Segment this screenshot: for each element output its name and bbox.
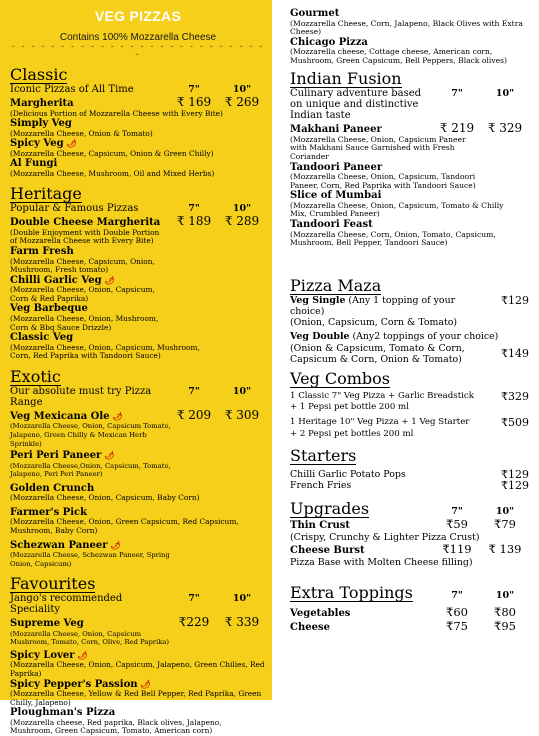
section-tagline-row [290, 88, 529, 121]
section-header-row [290, 583, 529, 602]
item-name: Spicy Lover [10, 649, 75, 661]
item-description: (Mozzarella Cheese, Onion & Tomato) [10, 128, 153, 138]
item-name: Spicy Pepper's Passion [10, 678, 138, 690]
price-10: ₹95 [494, 618, 516, 633]
menu-item [290, 331, 529, 342]
price-10: ₹ 289 [224, 214, 260, 229]
item-note: (Any2 toppings of your choice) [349, 331, 499, 343]
item-description-row [290, 317, 529, 328]
section-tagline-row [10, 386, 266, 408]
item-description: (Onion, Capsicum, Corn & Tomato) [290, 317, 458, 329]
size-10-label: 10" [495, 88, 515, 100]
item-description: (Mozzarella Cheese, Onion, Capsicum, Corn & Red Paprika) [10, 285, 155, 303]
item-description: (Mozzarella Cheese, Capsicum, Onion, Mushroom, Fresh tomato) [10, 256, 155, 275]
topping-item [290, 606, 529, 620]
starter-name: Chilli Garlic Potato Pops [290, 468, 406, 480]
section-title: Heritage [10, 184, 82, 204]
section-tagline: Culinary adventure based on unique and distinctive Indian taste [290, 88, 422, 122]
upgrade-description: (Crispy, Crunchy & Lighter Pizza Crust) [290, 532, 480, 544]
item-name: Peri Peri Paneer [10, 450, 102, 462]
upgrade-name: Cheese Burst [290, 545, 365, 557]
item-name: Chilli Garlic Veg [10, 274, 102, 286]
size-7-label: 7" [188, 203, 200, 215]
item-description-row [290, 343, 529, 365]
item-name: Makhani Paneer [290, 124, 382, 136]
size-10-label: 10" [495, 506, 515, 518]
menu-subtitle: Contains 100% Mozzarella Cheese [59, 32, 217, 43]
topping-name: Vegetables [290, 607, 351, 619]
item-name: Veg Mexicana Ole [10, 410, 110, 422]
price-7: ₹ 189 [176, 214, 212, 229]
combo-item [290, 391, 529, 413]
item-name: Margherita [10, 98, 74, 109]
menu-item [290, 295, 529, 317]
item-name: Classic Veg [10, 332, 74, 344]
menu-item [10, 95, 266, 110]
chili-icon: 🌶 [112, 410, 123, 421]
item-description: (Mozzarella cheese, Red paprika, Black olives, Jalapeno, Mushroom, Green Capsicum, Tomato, American corn) [10, 717, 222, 736]
price-10: ₹ 139 [488, 542, 522, 557]
menu-item [290, 8, 529, 20]
starter-item [290, 469, 529, 480]
item-name: Double Cheese Margherita [10, 217, 161, 229]
price-10: ₹ 309 [224, 407, 260, 422]
upgrade-item [290, 543, 529, 557]
item-description: (Double Enjoyment with Double Portion of Mozzarella Cheese with Every Bite) [10, 227, 160, 246]
item-description: (Delicious Portion of Mozzarella Cheese with Every Bite) [10, 108, 223, 118]
item-description: (Mozzarella Cheese, Onion, Capsicum, Tomato & Chilly Mix, Crumbled Paneer) [290, 200, 504, 219]
section-title: Exotic [10, 366, 61, 386]
menu-item [290, 219, 529, 231]
item-name: Veg Single [290, 294, 346, 306]
price-10: ₹ 329 [487, 121, 523, 136]
upgrade-description: Pizza Base with Molten Cheese filling) [290, 557, 473, 569]
right-menu-panel [272, 0, 539, 700]
item-name: Schezwan Paneer [10, 539, 108, 551]
chili-icon: 🌶 [77, 649, 88, 660]
menu-item [10, 246, 266, 258]
item-name: Farm Fresh [10, 246, 74, 258]
menu-item [10, 214, 266, 229]
item-name: Farmer's Pick [10, 506, 88, 518]
section-title: Favourites [10, 574, 96, 594]
item-name: Spicy Veg [10, 138, 64, 150]
section-heritage [10, 182, 266, 360]
chili-icon: 🌶 [104, 274, 115, 285]
topping-item [290, 620, 529, 634]
size-7-label: 7" [188, 84, 200, 95]
item-name: Veg Double [290, 331, 350, 343]
topping-name: Cheese [290, 621, 330, 633]
section-header-row [290, 499, 529, 518]
combo-description: 1 Classic 7" Veg Pizza + Garlic Breadstick + 1 Pepsi pet bottle 200 ml [290, 390, 474, 413]
section-classic [10, 63, 266, 178]
chili-icon: 🌶 [140, 678, 151, 689]
price-7: ₹ 219 [439, 121, 475, 136]
item-name: Supreme Veg [10, 618, 84, 630]
menu-item [10, 138, 266, 150]
chili-icon: 🌶 [66, 138, 77, 149]
item-description: (Mozzarella Cheese, Schezwan Paneer, Spring Onion, Capsicum) [10, 551, 170, 568]
section-tagline: Iconic Pizzas of All Time [10, 84, 134, 95]
chili-icon: 🌶 [110, 539, 121, 550]
item-note: (Any 1 topping of your choice) [290, 294, 456, 317]
item-name: Gourmet [290, 8, 340, 19]
section-favourites [10, 572, 266, 736]
item-name: Slice of Mumbai [290, 190, 382, 202]
price-10: ₹ 339 [224, 615, 260, 630]
price-7: ₹75 [446, 618, 468, 633]
combo-price: ₹329 [501, 389, 529, 403]
menu-item [10, 332, 266, 344]
section-tagline: Popular & Famous Pizzas [10, 203, 139, 215]
menu-title: VEG PIZZAS [94, 8, 182, 24]
size-7-label: 7" [451, 589, 463, 601]
item-description: (Mozzarella cheese, Cottage cheese, American corn, Mushroom, Green Capsicum, Bell Peppers, Black olives) [290, 47, 507, 65]
section-tagline-row [10, 203, 266, 214]
item-description-row [290, 557, 529, 568]
item-description: (Mozzarella Cheese, Corn, Onion, Tomato, Capsicum, Mushroom, Bell Pepper, Tandoori Sauce) [290, 229, 496, 248]
subtitle-divider: - - - - - - - - - - - - - - - - - - - - - - - - - - - [11, 42, 265, 60]
item-description: (Mozzarella Cheese, Onion, Capsicum, Jalapeno, Green Chilies, Red Paprika) [10, 660, 265, 679]
size-7-label: 7" [451, 88, 463, 100]
menu-item [10, 540, 266, 552]
item-name: Al Fungi [10, 158, 58, 170]
combo-price: ₹509 [501, 416, 529, 430]
upgrade-name: Thin Crust [290, 520, 351, 532]
size-7-label: 7" [188, 385, 200, 397]
section-extra-toppings [290, 583, 529, 634]
menu-item [10, 408, 266, 423]
price-10: ₹80 [494, 604, 516, 619]
section-tagline-row [10, 84, 266, 95]
item-name: Simply Veg [10, 118, 72, 130]
item-description: (Mozzarella Cheese, Onion, Capsicum Paneer with Makhani Sauce Garnished with Fresh Coriander [290, 134, 466, 162]
price-7: ₹119 [442, 542, 472, 557]
size-7-label: 7" [451, 506, 463, 518]
price-7: ₹59 [446, 517, 468, 532]
menu-item [10, 118, 266, 130]
item-name: Golden Crunch [10, 482, 95, 494]
item-description: (Mozzarella Cheese, Onion, Green Capsicum, Red Capsicum, Mushroom, Baby Corn) [10, 517, 239, 535]
price-7: ₹60 [446, 604, 468, 619]
menu-item [10, 615, 266, 630]
size-10-label: 10" [232, 385, 252, 397]
size-10-label: 10" [232, 593, 252, 605]
size-10-label: 10" [232, 203, 252, 215]
menu-item [10, 450, 266, 462]
price-7: ₹229 [178, 615, 210, 630]
section-tagline: Jango's recommended Speciality [10, 593, 123, 616]
starter-price: ₹129 [501, 467, 529, 481]
price-7: ₹ 169 [176, 95, 212, 109]
item-description: (Mozzarella Cheese, Capsicum, Onion & Green Chilly) [10, 148, 214, 158]
section-starters [290, 446, 529, 491]
item-description: (Mozzarella Cheese, Onion, Capsicum, Baby Corn) [10, 493, 200, 503]
item-description: (Mozzarella Cheese, Corn, Jalapeno, Black Olives with Extra Cheese) [290, 18, 523, 37]
section-veg-combos [290, 369, 529, 440]
section-title: Classic [10, 65, 68, 84]
section-title: Veg Combos [290, 368, 391, 388]
section-title: Starters [290, 445, 357, 465]
combo-description: 1 Heritage 10" Veg Pizza + 1 Veg Starter + 2 Pepsi pet bottles 200 ml [290, 417, 470, 439]
price-10: ₹79 [494, 517, 516, 532]
starter-price: ₹129 [501, 478, 529, 492]
item-name: Veg Barbeque [10, 303, 88, 315]
price-7: ₹ 209 [176, 407, 212, 422]
item-name: Chicago Pizza [290, 36, 368, 48]
combo-item [290, 417, 529, 439]
item-description: (Mozzarella Cheese, Onion, Capsicum, Tandoori Paneer, Corn, Red Paprika with Tandoori Sauce) [290, 172, 476, 190]
item-description: (Mozzarella Cheese, Onion, Capsicum Tomato, Jalapeno, Green Chilly & Mexican Herb Sprinkle) [10, 422, 171, 448]
starter-item [290, 480, 529, 491]
menu-item [290, 121, 529, 136]
size-7-label: 7" [188, 593, 200, 605]
section-tagline: Our absolute must try Pizza Range [10, 385, 152, 408]
starter-name: French Fries [290, 479, 352, 491]
item-price: ₹129 [501, 293, 529, 307]
section-indian-fusion [290, 69, 529, 247]
section-title: Pizza Maza [290, 275, 382, 295]
item-description: (Mozzarella Cheese, Onion, Mushroom, Corn & Bbq Sauce Drizzle) [10, 313, 159, 332]
section-upgrades [290, 499, 529, 568]
chili-icon: 🌶 [104, 450, 115, 461]
upgrade-item [290, 518, 529, 532]
section-title: Extra Toppings [290, 582, 413, 602]
size-10-label: 10" [232, 84, 252, 95]
item-description: (Onion & Capsicum, Tomato & Corn, Capsicum & Corn, Onion & Tomato) [290, 342, 465, 365]
item-description: (Mozzarella Cheese,Onion, Capsicum, Tomato, Jalapeno, Peri Peri Paneer) [10, 461, 171, 479]
item-description: (Mozzarella Cheese, Onion, Capsicum Mushroom, Tomato, Corn, Olive, Red Paprika) [10, 629, 170, 647]
item-name: Ploughman's Pizza [10, 707, 116, 719]
item-price: ₹149 [501, 347, 529, 361]
price-10: ₹ 269 [224, 95, 260, 109]
size-10-label: 10" [495, 589, 515, 601]
item-name: Tandoori Paneer [290, 161, 383, 173]
section-title: Indian Fusion [290, 69, 402, 89]
section-title: Upgrades [290, 499, 370, 519]
section-tagline-row [10, 593, 266, 615]
item-description: (Mozzarella Cheese, Mushroom, Oil and Mixed Herbs) [10, 168, 215, 178]
item-name: Tandoori Feast [290, 219, 373, 231]
item-description: (Mozzarella Cheese, Yellow & Red Bell Pepper, Red Paprika, Green Chilly, Jalapeno) [10, 689, 262, 707]
item-description: (Mozzarella Cheese, Onion, Capsicum, Mushroom, Corn, Red Paprika with Tandoori Sauce) [10, 342, 200, 361]
section-pizza-maza [290, 276, 529, 365]
section-exotic [10, 365, 266, 568]
